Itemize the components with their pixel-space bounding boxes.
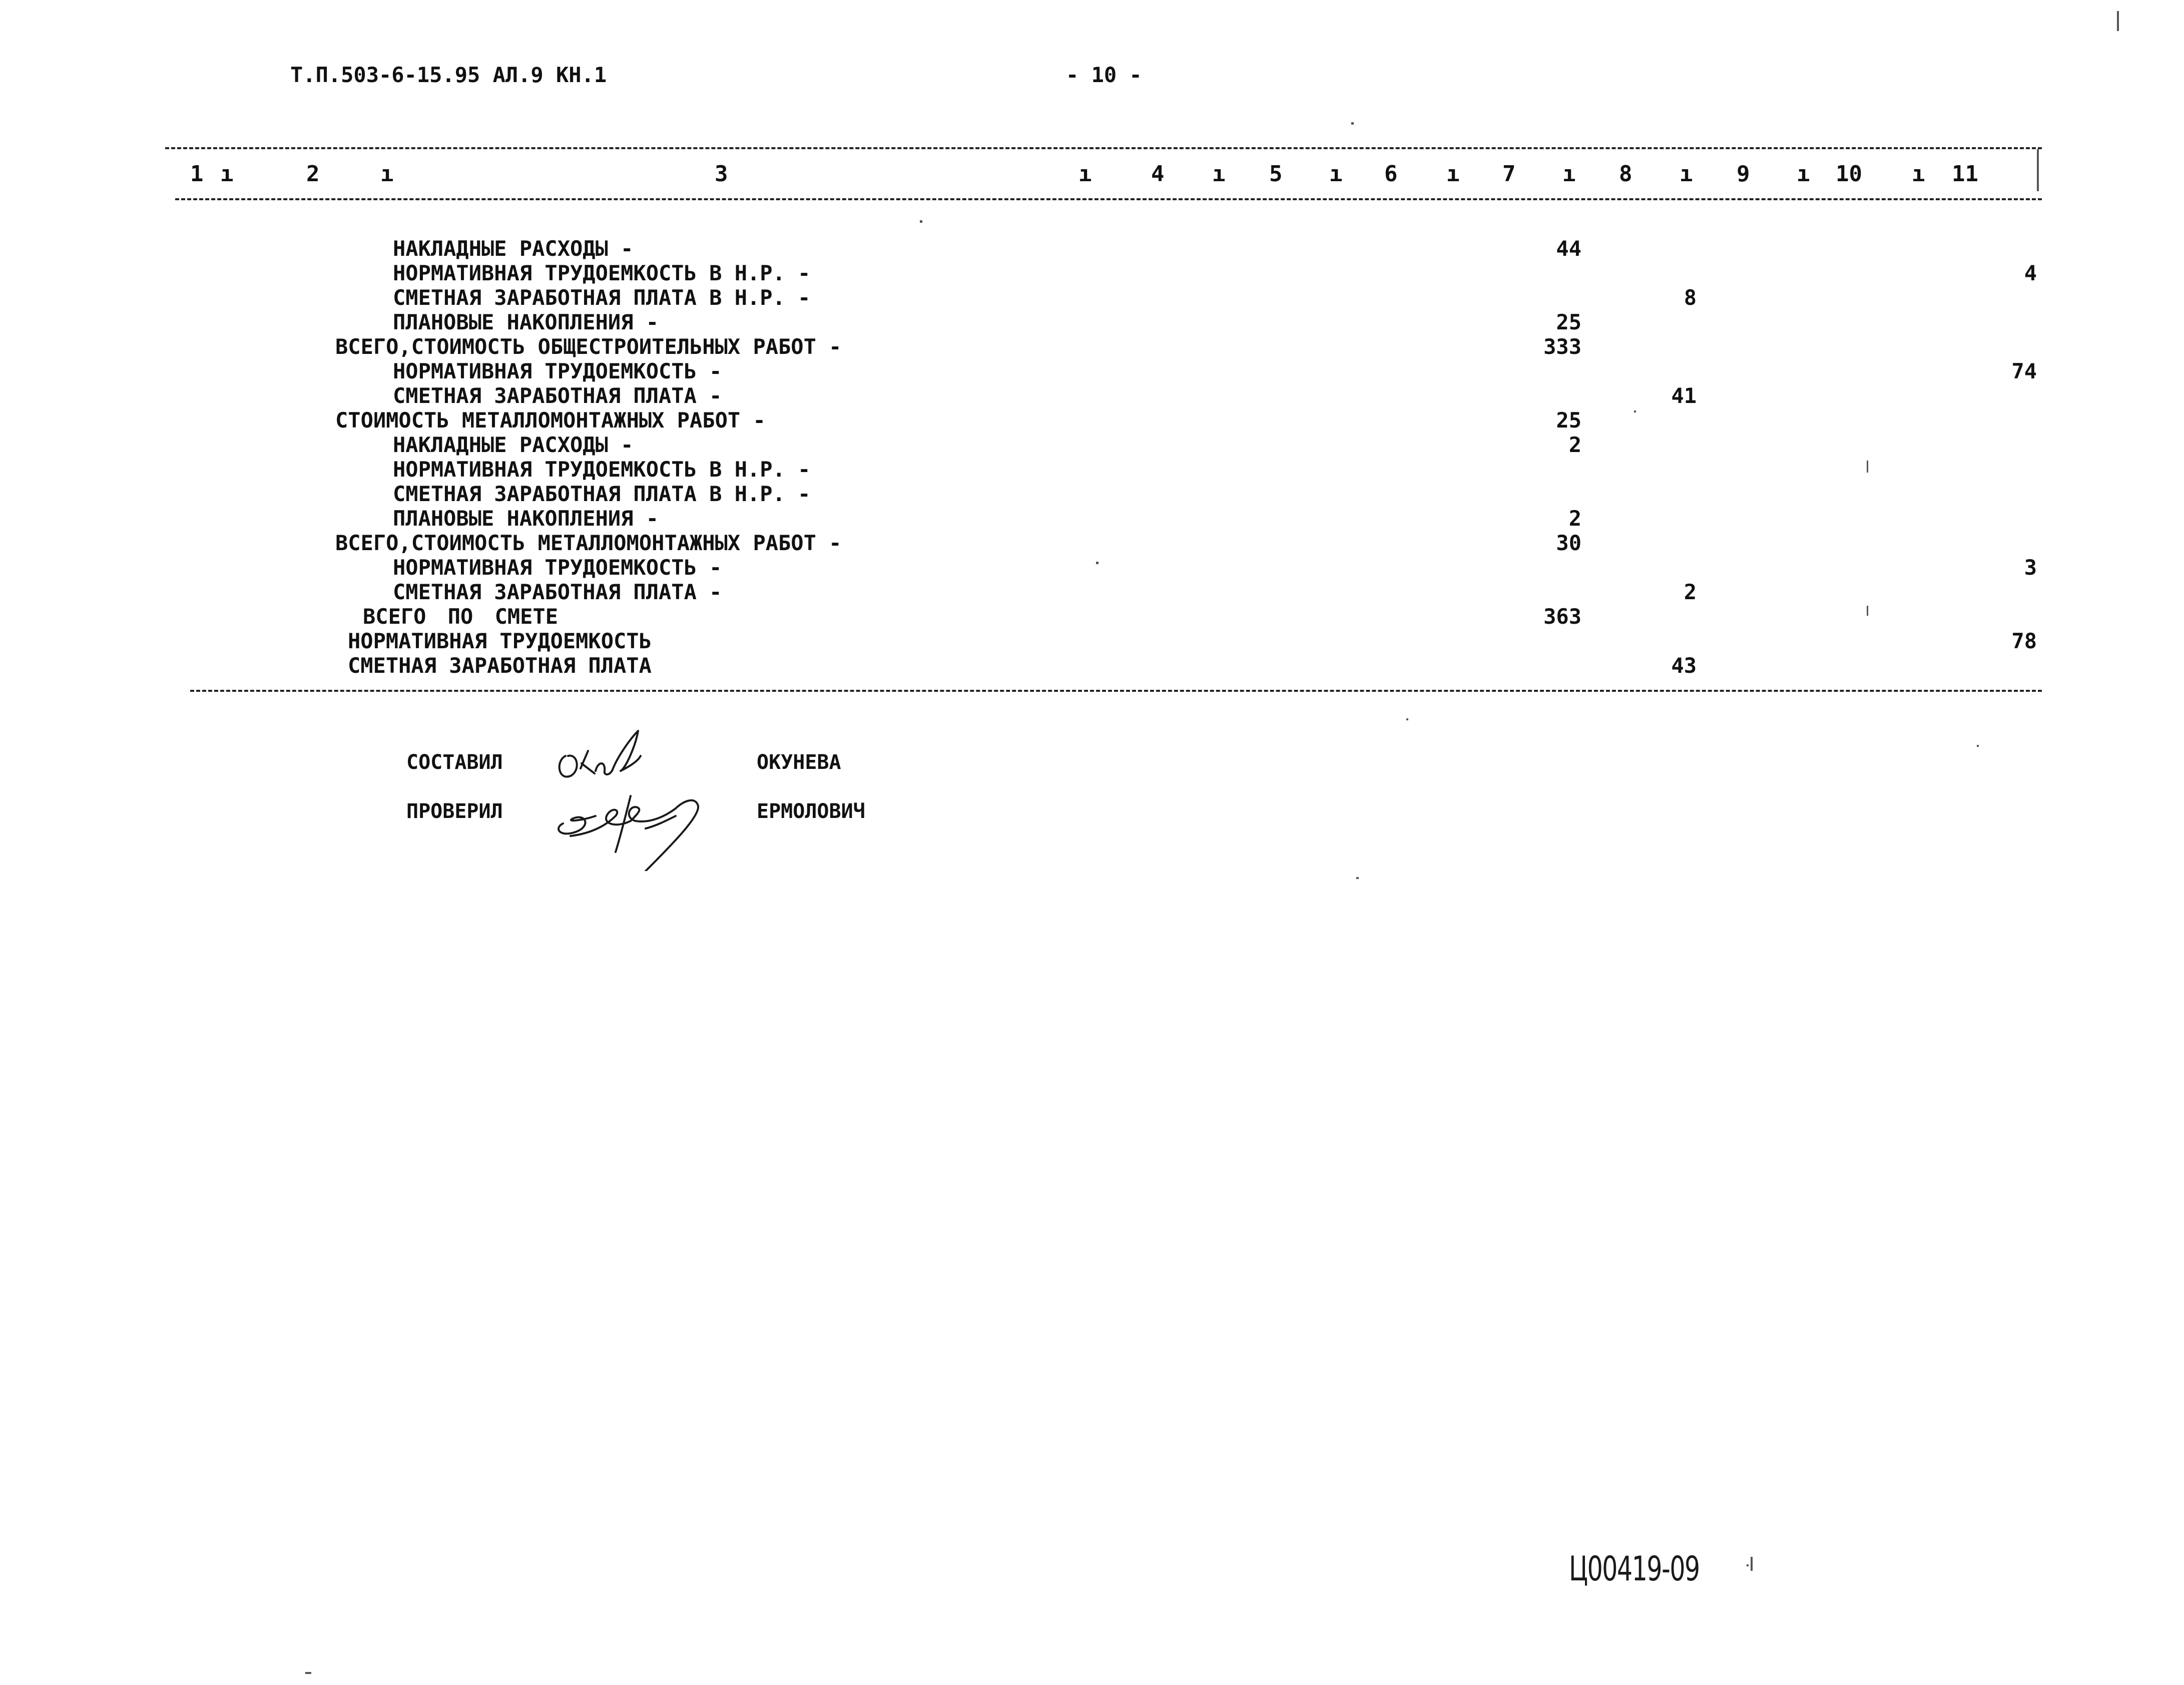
row-value-col7: 2 [1568,506,1581,531]
column-header-9: 9 [1737,161,1750,187]
row-label: СМЕТНАЯ ЗАРАБОТНАЯ ПЛАТА В Н.Р. - [393,482,811,506]
table-top-rule [165,147,2042,149]
column-separator: ı [1212,161,1226,187]
row-label: НОРМАТИВНАЯ ТРУДОЕМКОСТЬ [348,629,652,653]
row-label: СТОИМОСТЬ МЕТАЛЛОМОНТАЖНЫХ РАБОТ - [335,408,766,433]
row-label: НАКЛАДНЫЕ РАСХОДЫ - [393,236,634,261]
row-label: НОРМАТИВНАЯ ТРУДОЕМКОСТЬ - [393,359,722,383]
table-row [0,334,2184,359]
column-separator: ı [1797,161,1810,187]
scan-speck [1356,877,1359,879]
table-row [0,310,2184,334]
scan-speck [1867,461,1868,473]
row-label: ПЛАНОВЫЕ НАКОПЛЕНИЯ - [393,506,659,531]
row-value-col7: 30 [1556,531,1581,555]
compiled-by-label: СОСТАВИЛ [406,751,503,774]
table-row [0,285,2184,310]
table-header-rule [175,198,2042,200]
table-row [0,555,2184,580]
row-value-col11: 74 [2011,359,2037,383]
column-separator: ı [380,161,394,187]
scan-speck [2117,11,2119,31]
table-row [0,408,2184,433]
column-header-6: 6 [1384,161,1398,187]
column-header-1: 1 [190,161,204,187]
row-label: ПЛАНОВЫЕ НАКОПЛЕНИЯ - [393,310,659,334]
column-separator: ı [1329,161,1343,187]
column-header-10: 10 [1836,161,1862,187]
row-value-col7: 44 [1556,236,1581,261]
column-header-11: 11 [1952,161,1978,187]
column-separator: ı [1562,161,1576,187]
handwritten-signatures [551,721,761,871]
document-code: Т.П.503-6-15.95 АЛ.9 КН.1 [290,63,607,87]
scan-speck [1751,1557,1753,1571]
row-value-col7: 25 [1556,310,1581,334]
table-row [0,653,2184,678]
scan-speck [1406,718,1408,720]
column-separator: ı [1446,161,1460,187]
table-row [0,261,2184,285]
row-value-col7: 2 [1568,433,1581,457]
row-label: СМЕТНАЯ ЗАРАБОТНАЯ ПЛАТА В Н.Р. - [393,285,811,310]
row-value-col8: 2 [1684,580,1697,604]
column-separator: ı [1078,161,1092,187]
row-value-col7: 363 [1543,604,1581,629]
row-label: ВСЕГО ПО СМЕТЕ [363,604,559,629]
row-label: НОРМАТИВНАЯ ТРУДОЕМКОСТЬ - [393,555,722,580]
table-row [0,482,2184,506]
scan-speck [1634,410,1636,412]
row-label: СМЕТНАЯ ЗАРАБОТНАЯ ПЛАТА [348,653,652,678]
row-value-col7: 333 [1543,334,1581,359]
column-separator: ı [1680,161,1693,187]
table-row [0,531,2184,555]
row-label: СМЕТНАЯ ЗАРАБОТНАЯ ПЛАТА - [393,383,722,408]
table-row [0,604,2184,629]
checked-by-name: ЕРМОЛОВИЧ [757,800,865,823]
row-label: ВСЕГО,СТОИМОСТЬ ОБЩЕСТРОИТЕЛЬНЫХ РАБОТ - [335,334,842,359]
checked-by-label: ПРОВЕРИЛ [406,800,503,823]
scan-speck [1867,606,1868,616]
column-header-3: 3 [715,161,728,187]
table-row [0,506,2184,531]
row-value-col8: 43 [1671,653,1697,678]
row-value-col8: 8 [1684,285,1697,310]
column-header-5: 5 [1269,161,1283,187]
row-value-col11: 78 [2011,629,2037,653]
table-bottom-rule [190,690,2042,692]
row-value-col11: 4 [2024,261,2037,285]
scan-speck [1747,1564,1749,1566]
table-row [0,629,2184,653]
table-row [0,580,2184,604]
archive-number-stamp: Ц00419-09 [1569,1549,1700,1589]
row-label: НОРМАТИВНАЯ ТРУДОЕМКОСТЬ В Н.Р. - [393,261,811,285]
table-row [0,457,2184,482]
column-header-7: 7 [1502,161,1516,187]
column-header-8: 8 [1619,161,1632,187]
row-label: СМЕТНАЯ ЗАРАБОТНАЯ ПЛАТА - [393,580,722,604]
table-right-edge [2037,149,2039,191]
scan-speck [920,220,922,223]
scan-speck [1351,122,1354,125]
table-row [0,433,2184,457]
scan-speck [1096,562,1099,564]
row-value-col8: 41 [1671,383,1697,408]
column-header-2: 2 [306,161,320,187]
row-value-col7: 25 [1556,408,1581,433]
row-label: ВСЕГО,СТОИМОСТЬ МЕТАЛЛОМОНТАЖНЫХ РАБОТ - [335,531,842,555]
table-row [0,359,2184,383]
page-number: - 10 - [1066,63,1142,87]
scan-speck [305,1672,311,1674]
row-value-col11: 3 [2024,555,2037,580]
table-row [0,236,2184,261]
scan-speck [1977,745,1979,747]
compiled-by-name: ОКУНЕВА [757,751,841,774]
row-label: НАКЛАДНЫЕ РАСХОДЫ - [393,433,634,457]
column-header-4: 4 [1151,161,1165,187]
table-row [0,383,2184,408]
row-label: НОРМАТИВНАЯ ТРУДОЕМКОСТЬ В Н.Р. - [393,457,811,482]
column-separator: ı [220,161,234,187]
column-separator: ı [1912,161,1925,187]
